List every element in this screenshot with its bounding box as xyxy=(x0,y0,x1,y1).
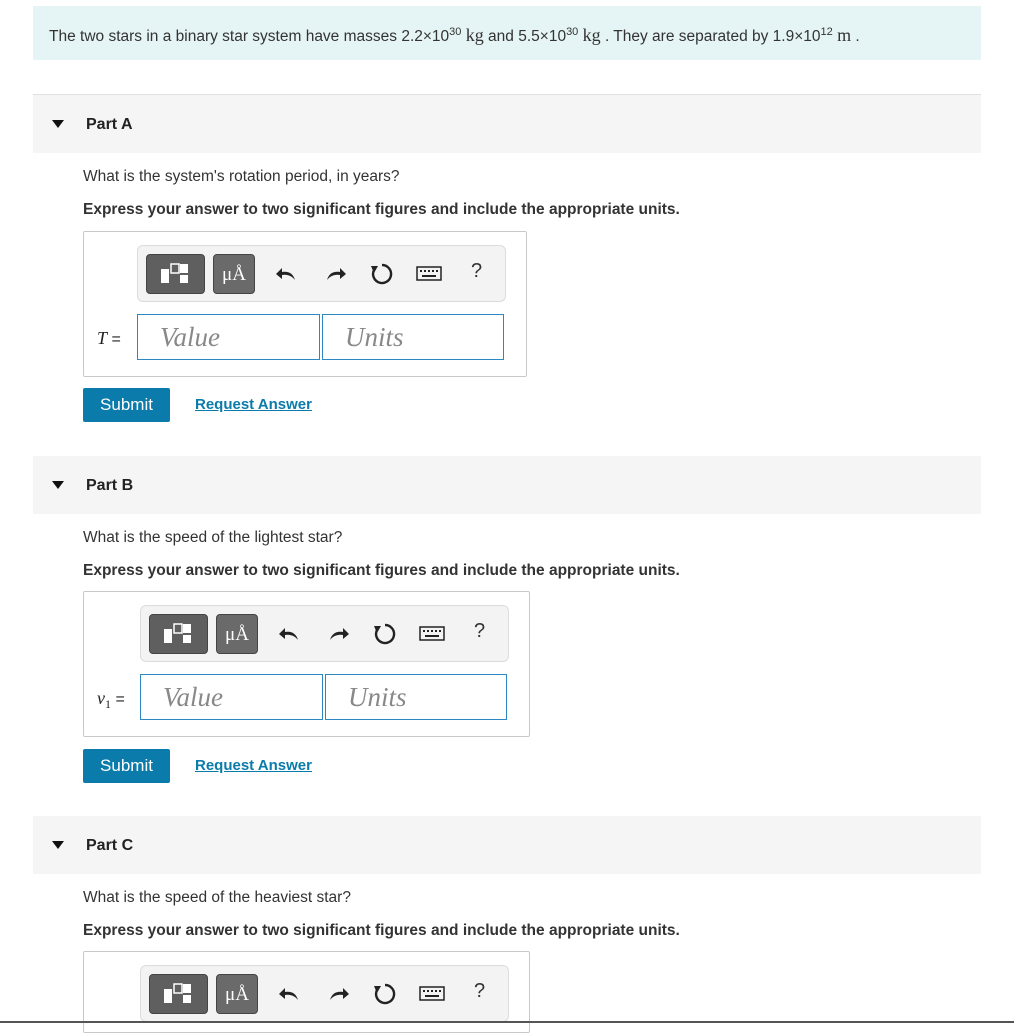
help-button[interactable]: ? xyxy=(474,980,486,1002)
variable-label: T = xyxy=(97,328,121,348)
undo-icon[interactable] xyxy=(273,260,301,288)
part-c-header[interactable] xyxy=(33,816,981,874)
collapse-triangle-icon[interactable] xyxy=(52,120,64,128)
help-button[interactable]: ? xyxy=(471,260,483,282)
templates-button[interactable] xyxy=(149,974,208,1014)
collapse-triangle-icon[interactable] xyxy=(52,481,64,489)
units-button[interactable]: μÅ xyxy=(213,254,255,294)
part-b-question: What is the speed of the lightest star? xyxy=(83,529,343,546)
undo-icon[interactable] xyxy=(276,980,304,1008)
templates-button[interactable] xyxy=(149,614,208,654)
problem-text: The two stars in a binary star system have masses $2.2\times 10^{30}$ kg and $5.5\times 10^{30}$ kg . They are separated by $1.9\times 10^{12}$ m . xyxy=(49,25,860,45)
part-a-instruction: Express your answer to two significant figures and include the appropriate units. xyxy=(83,201,680,218)
math-toolbar xyxy=(137,245,506,302)
part-b-instruction: Express your answer to two significant figures and include the appropriate units. xyxy=(83,562,680,579)
templates-button[interactable] xyxy=(146,254,205,294)
variable-label: $v_1$ = xyxy=(97,688,125,712)
viewport-edge-line xyxy=(0,1021,1014,1023)
part-b-header[interactable] xyxy=(33,456,981,514)
templates-icon xyxy=(147,255,204,293)
keyboard-icon[interactable] xyxy=(419,983,445,1003)
part-c-question: What is the speed of the heaviest star? xyxy=(83,889,351,906)
units-button[interactable]: μÅ xyxy=(216,614,258,654)
part-c-instruction: Express your answer to two significant figures and include the appropriate units. xyxy=(83,922,680,939)
help-button[interactable]: ? xyxy=(474,620,486,642)
part-a-question: What is the system's rotation period, in years? xyxy=(83,168,400,185)
units-input[interactable]: Units xyxy=(322,314,504,360)
redo-icon[interactable] xyxy=(324,620,352,648)
part-c-title: Part C xyxy=(86,837,134,854)
part-a-answer-box xyxy=(83,231,527,377)
redo-icon[interactable] xyxy=(321,260,349,288)
reset-icon[interactable] xyxy=(371,980,399,1008)
submit-button[interactable]: Submit xyxy=(83,749,170,783)
part-b-answer-box xyxy=(83,591,530,737)
units-input[interactable]: Units xyxy=(325,674,507,720)
part-a-header[interactable] xyxy=(33,95,981,153)
reset-icon[interactable] xyxy=(368,260,396,288)
templates-icon xyxy=(150,615,207,653)
redo-icon[interactable] xyxy=(324,980,352,1008)
keyboard-icon[interactable] xyxy=(419,623,445,643)
request-answer-link[interactable]: Request Answer xyxy=(195,757,312,774)
keyboard-icon[interactable] xyxy=(416,263,442,283)
collapse-triangle-icon[interactable] xyxy=(52,841,64,849)
part-b-title: Part B xyxy=(86,477,134,494)
problem-statement xyxy=(33,6,981,60)
undo-icon[interactable] xyxy=(276,620,304,648)
value-input[interactable]: Value xyxy=(137,314,320,360)
request-answer-link[interactable]: Request Answer xyxy=(195,396,312,413)
part-a-title: Part A xyxy=(86,116,133,133)
submit-button[interactable]: Submit xyxy=(83,388,170,422)
reset-icon[interactable] xyxy=(371,620,399,648)
templates-icon xyxy=(150,975,207,1013)
value-input[interactable]: Value xyxy=(140,674,323,720)
math-toolbar xyxy=(140,965,509,1022)
units-button[interactable]: μÅ xyxy=(216,974,258,1014)
math-toolbar xyxy=(140,605,509,662)
